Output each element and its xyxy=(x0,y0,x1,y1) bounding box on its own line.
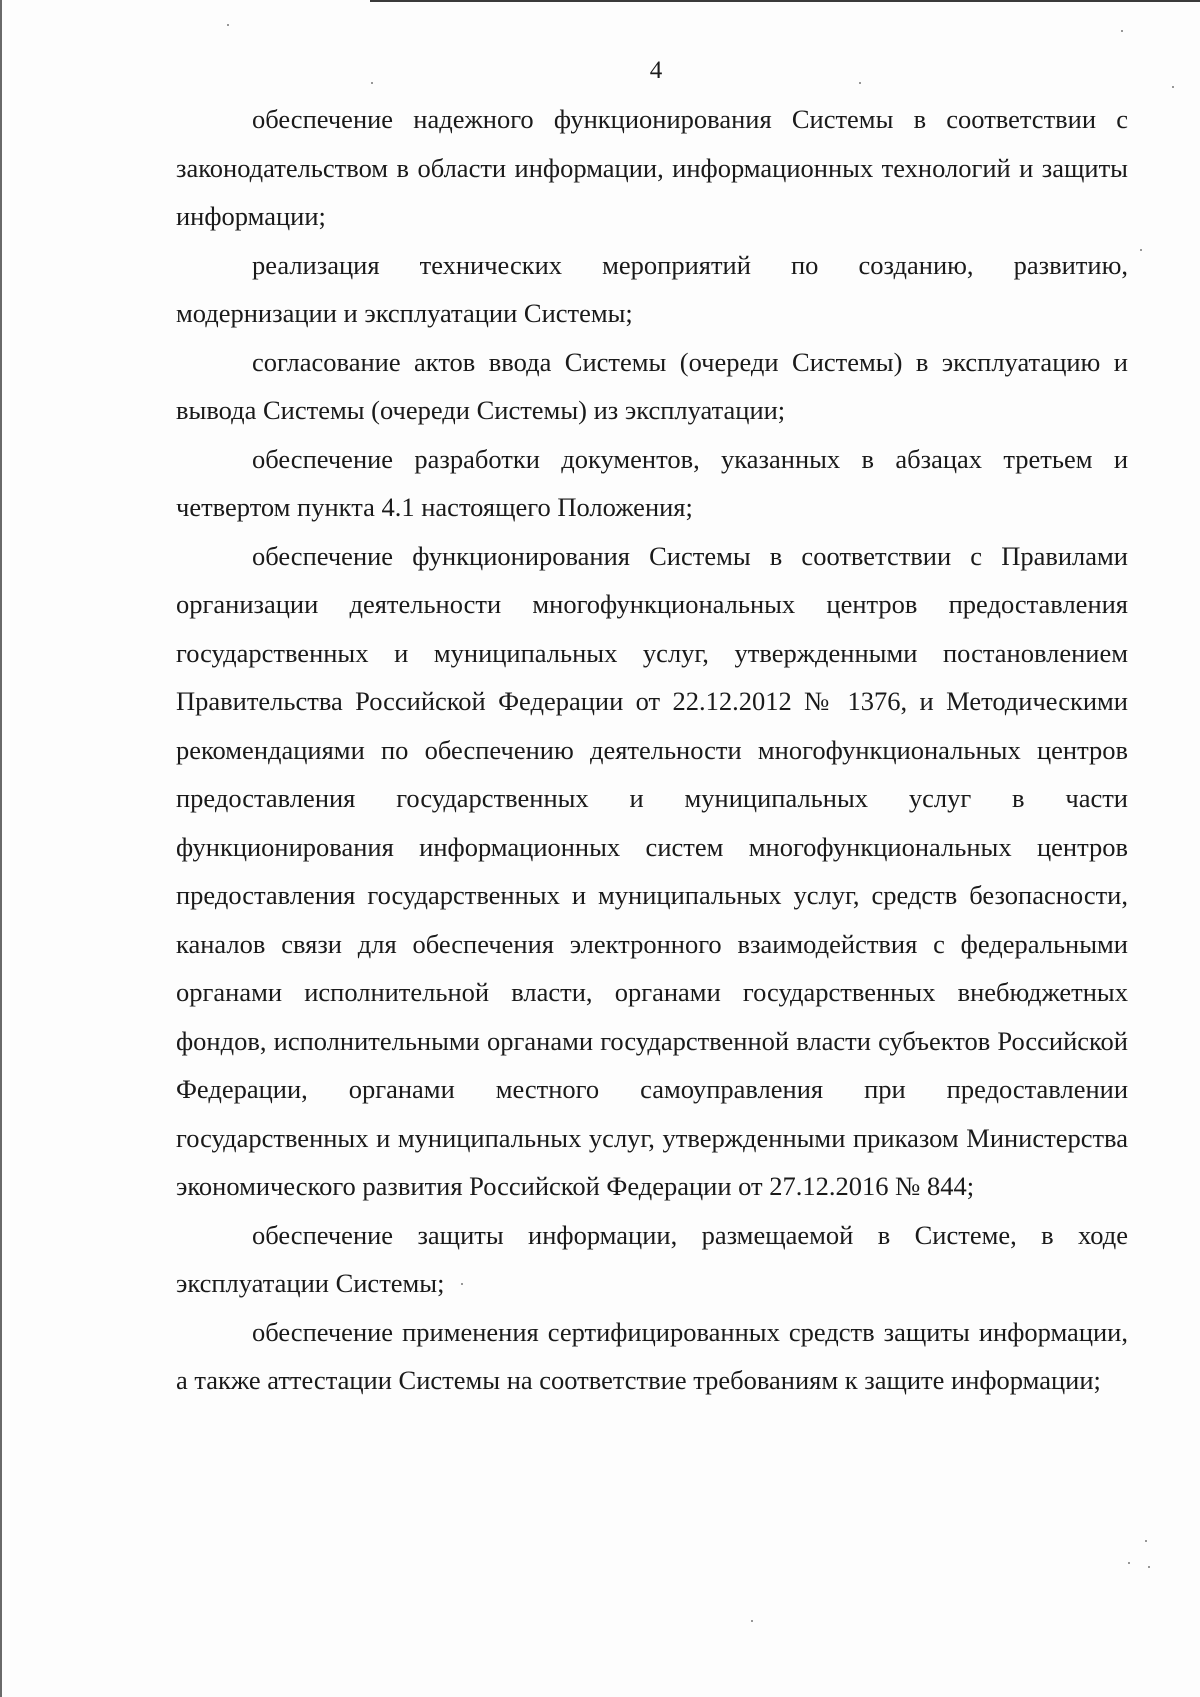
paragraph-commissioning-acts: согласование актов ввода Системы (очереди Системы) в эксплуатацию и вывода Системы (очереди Системы) из эксплуатации; xyxy=(176,346,1128,425)
paragraph-reliable-operation: обеспечение надежного функционирования Системы в соответствии с законодательством в области информации, информационных технологий и защиты информации; xyxy=(176,104,1128,231)
scan-speck xyxy=(1172,86,1174,88)
paragraph-technical-measures: реализация технических мероприятий по созданию, развитию, модернизации и эксплуатации Системы; xyxy=(176,249,1128,328)
page-number: 4 xyxy=(649,57,663,84)
paragraph-functioning-rules: обеспечение функционирования Системы в соответствии с Правилами организации деятельности многофункциональных центров предоставления государственных и муниципальных услуг, утвержденными постановлением Правительства Российской Федерации от 22.12.2012 № 1376, и Методическими рекомендациями по обеспечению деятельности многофункциональных центров предоставления государственных и муниципальных услуг в части функционирования информационных систем многофункциональных центров предоставления государственных и муниципальных услуг, средств безопасности, каналов связи для обеспечения электронного взаимодействия с федеральными органами исполнительной власти, органами государственных внебюджетных фондов, исполнительными органами государственной власти субъектов Российской Федерации, органами местного самоуправления при предоставлении государственных и муниципальных услуг, утвержденными приказом Министерства экономического развития Российской Федерации от 27.12.2016 № 844; xyxy=(176,540,1128,1201)
scan-speck xyxy=(1140,249,1142,251)
paragraph-documents-development: обеспечение разработки документов, указанных в абзацах третьем и четвертом пункта 4.1 настоящего Положения; xyxy=(176,443,1128,522)
paragraph-certified-means: обеспечение применения сертифицированных средств защиты информации, а также аттестации Системы на соответствие требованиям к защите информации; xyxy=(176,1316,1128,1395)
scan-edge-top xyxy=(370,0,1200,2)
scan-speck xyxy=(1148,1566,1150,1568)
scan-speck xyxy=(1121,30,1123,32)
body-text xyxy=(176,95,1128,1405)
scan-speck xyxy=(1128,1562,1130,1564)
scan-speck xyxy=(227,24,229,26)
scan-edge-left xyxy=(0,0,2,1697)
paragraph-information-protection: обеспечение защиты информации, размещаемой в Системе, в ходе эксплуатации Системы; xyxy=(176,1219,1128,1298)
scan-speck xyxy=(1145,1540,1147,1542)
scan-speck xyxy=(751,1620,753,1622)
